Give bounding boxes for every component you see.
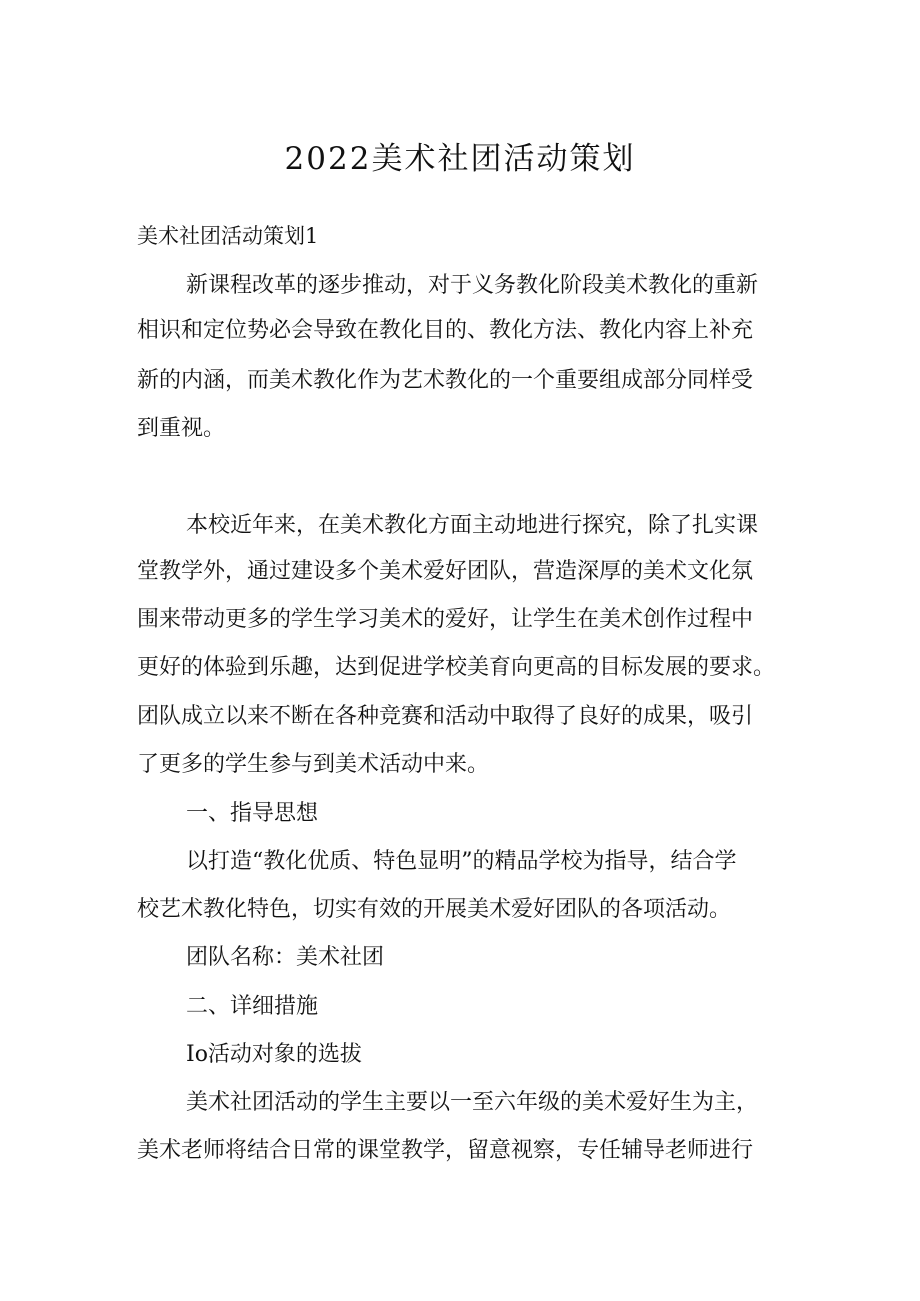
paragraph-line: 更好的体验到乐趣，达到促进学校美育向更高的目标发展的要求。 — [137, 655, 776, 680]
paragraph-line: 到重视。 — [137, 416, 226, 441]
subsection-heading: Io活动对象的选拔 — [186, 1042, 362, 1067]
paragraph-line: 新课程改革的逐步推动，对于义务教化阶段美术教化的重新 — [186, 273, 759, 298]
section-heading: 一、指导思想 — [186, 801, 319, 826]
paragraph-line: 相识和定位势必会导致在教化目的、教化方法、教化内容上补充 — [137, 318, 754, 343]
paragraph-line: 团队名称：美术社团 — [186, 945, 385, 970]
paragraph-line: 了更多的学生参与到美术活动中来。 — [137, 752, 490, 777]
paragraph-line: 围来带动更多的学生学习美术的爱好，让学生在美术创作过程中 — [137, 607, 754, 632]
paragraph-line: 校艺术教化特色，切实有效的开展美术爱好团队的各项活动。 — [137, 897, 732, 922]
paragraph-line: 新的内涵，而美术教化作为艺术教化的一个重要组成部分同样受 — [137, 368, 754, 393]
paragraph-line: 美术社团活动的学生主要以一至六年级的美术爱好生为主， — [186, 1090, 759, 1115]
section-heading: 美术社团活动策划1 — [137, 224, 319, 248]
paragraph-line: 以打造“教化优质、特色显明”的精品学校为指导，结合学 — [186, 849, 737, 874]
paragraph-line: 堂教学外，通过建设多个美术爱好团队，营造深厚的美术文化氛 — [137, 559, 754, 584]
section-heading: 二、详细措施 — [186, 994, 319, 1019]
paragraph-line: 本校近年来，在美术教化方面主动地进行探究，除了扎实课 — [186, 513, 759, 538]
paragraph-line: 团队成立以来不断在各种竞赛和活动中取得了良好的成果，吸引 — [137, 704, 754, 729]
paragraph-line: 美术老师将结合日常的课堂教学，留意视察，专任辅导老师进行 — [137, 1138, 754, 1163]
document-title: 2022美术社团活动策划 — [284, 141, 636, 177]
